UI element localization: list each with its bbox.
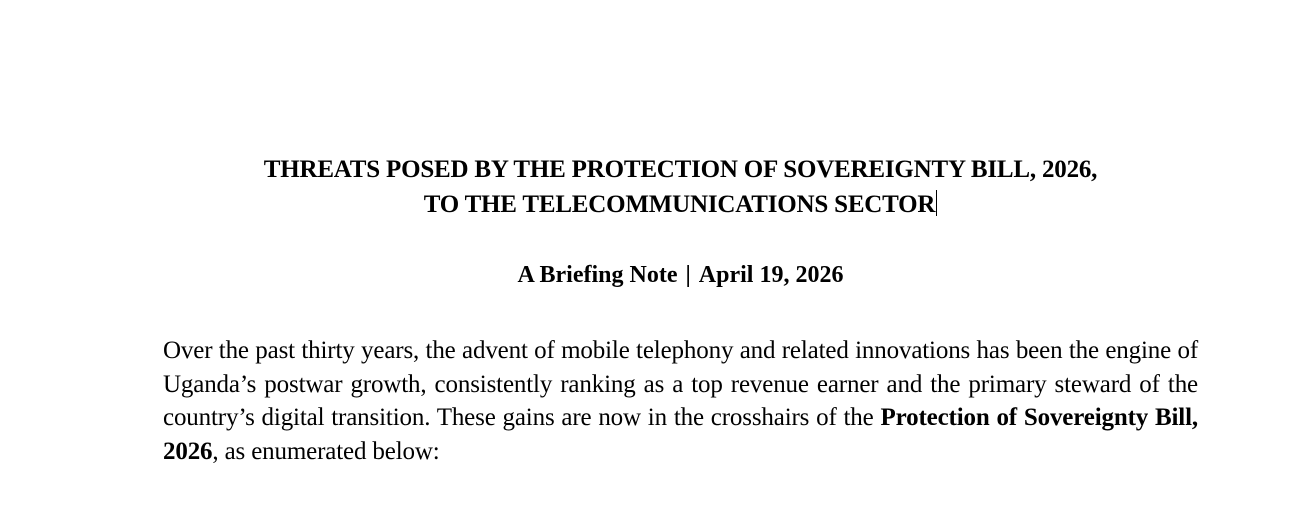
subtitle-date: April 19, 2026 (698, 262, 844, 288)
title-line-2: TO THE TELECOMMUNICATIONS SECTOR (423, 191, 936, 218)
bill-name: Protection of Sovereignty Bill, 2026 (163, 404, 1198, 465)
subtitle-label: A Briefing Note (517, 262, 678, 288)
subtitle-separator: | (685, 262, 691, 288)
paragraph-outro-text: , as enumerated below: (212, 437, 440, 465)
title-line-1: THREATS POSED BY THE PROTECTION OF SOVEREIGNTY BILL, 2026, (263, 156, 1098, 183)
document-title (0, 152, 1291, 222)
document-subtitle (0, 259, 1291, 291)
title-line-2-wrap (0, 187, 1291, 222)
text-cursor (936, 190, 937, 216)
paragraph-intro-text: Over the past thirty years, the advent of mobile telephony and related innovations has been the engine of Uganda’s postwar growth, consistently ranking as a top revenue earner and the primary steward of the country’s digital transition. These gains are now in the crosshairs of the (163, 337, 1198, 431)
intro-paragraph (163, 334, 1198, 468)
